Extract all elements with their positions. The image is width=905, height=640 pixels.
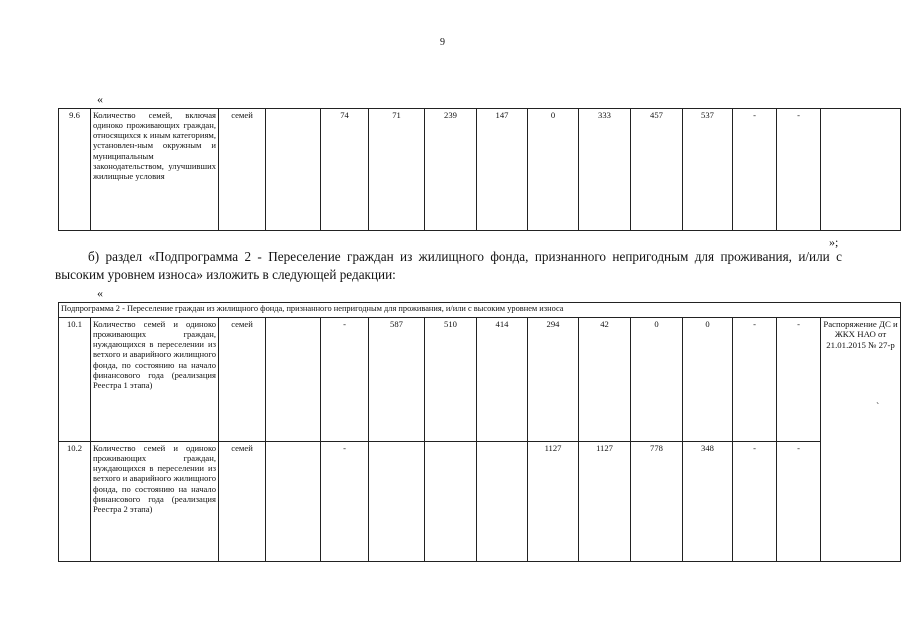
value-cell: - bbox=[777, 109, 821, 231]
row-unit: семей bbox=[219, 109, 266, 231]
opening-quote: « bbox=[97, 286, 103, 300]
closing-quote: »; bbox=[829, 235, 839, 249]
value-cell: 1127 bbox=[579, 442, 631, 562]
value-cell: - bbox=[777, 318, 821, 442]
value-cell: 0 bbox=[631, 318, 683, 442]
row-description: Количество семей, включая одиноко проживающих граждан, относящихся к иным категориям, установлен-ным окружным и муниципальным законодательством, улучшивших жилищные условия bbox=[91, 109, 219, 231]
scan-speck: ` bbox=[876, 402, 880, 413]
subprogram-title: Подпрограмма 2 - Переселение граждан из жилищного фонда, признанного непригодным для проживания, и/или с высоким уровнем износа bbox=[59, 303, 901, 318]
row-number: 10.1 bbox=[59, 318, 91, 442]
value-cell: 778 bbox=[631, 442, 683, 562]
row-unit: семей bbox=[219, 318, 266, 442]
table-9-6 bbox=[58, 108, 901, 231]
value-cell: 457 bbox=[631, 109, 683, 231]
value-cell: 0 bbox=[683, 318, 733, 442]
value-cell: 294 bbox=[528, 318, 579, 442]
value-cell: - bbox=[321, 442, 369, 562]
value-cell: 74 bbox=[321, 109, 369, 231]
value-cell: 71 bbox=[369, 109, 425, 231]
value-cell: 537 bbox=[683, 109, 733, 231]
table-row bbox=[59, 318, 901, 442]
value-cell: 42 bbox=[579, 318, 631, 442]
value-cell: 348 bbox=[683, 442, 733, 562]
value-cell: 587 bbox=[369, 318, 425, 442]
value-cell: - bbox=[777, 442, 821, 562]
value-cell: - bbox=[733, 318, 777, 442]
value-cell: - bbox=[321, 318, 369, 442]
table-title-row bbox=[59, 303, 901, 318]
value-cell bbox=[425, 442, 477, 562]
row-number: 9.6 bbox=[59, 109, 91, 231]
table-row bbox=[59, 109, 901, 231]
value-cell: 510 bbox=[425, 318, 477, 442]
value-cell bbox=[369, 442, 425, 562]
value-cell bbox=[266, 318, 321, 442]
amendment-paragraph: б) раздел «Подпрограмма 2 - Переселение граждан из жилищного фонда, признанного непригодным для проживания, и/или с высоким уровнем износа» изложить в следующей редакции: bbox=[55, 249, 842, 282]
value-cell: 239 bbox=[425, 109, 477, 231]
value-cell: 414 bbox=[477, 318, 528, 442]
row-note: Распоряжение ДС и ЖКХ НАО от 21.01.2015 № 27-р bbox=[821, 318, 901, 562]
value-cell: 1127 bbox=[528, 442, 579, 562]
opening-quote: « bbox=[97, 92, 103, 106]
value-cell bbox=[477, 442, 528, 562]
value-cell: 147 bbox=[477, 109, 528, 231]
value-cell: - bbox=[733, 442, 777, 562]
row-number: 10.2 bbox=[59, 442, 91, 562]
table-subprogram-2 bbox=[58, 302, 901, 562]
value-cell: 0 bbox=[528, 109, 579, 231]
row-note bbox=[821, 109, 901, 231]
value-cell bbox=[266, 109, 321, 231]
value-cell bbox=[266, 442, 321, 562]
value-cell: 333 bbox=[579, 109, 631, 231]
row-description: Количество семей и одиноко проживающих граждан, нуждающихся в переселении из ветхого и аварийного жилищного фонда, по состоянию на начало финансового года (реализация Реестра 1 этапа) bbox=[91, 318, 219, 442]
value-cell: - bbox=[733, 109, 777, 231]
row-description: Количество семей и одиноко проживающих граждан, нуждающихся в переселении из ветхого и аварийного жилищного фонда, по состоянию на начало финансового года (реализация Реестра 2 этапа) bbox=[91, 442, 219, 562]
table-row bbox=[59, 442, 901, 562]
page-number: 9 bbox=[440, 37, 445, 48]
row-unit: семей bbox=[219, 442, 266, 562]
